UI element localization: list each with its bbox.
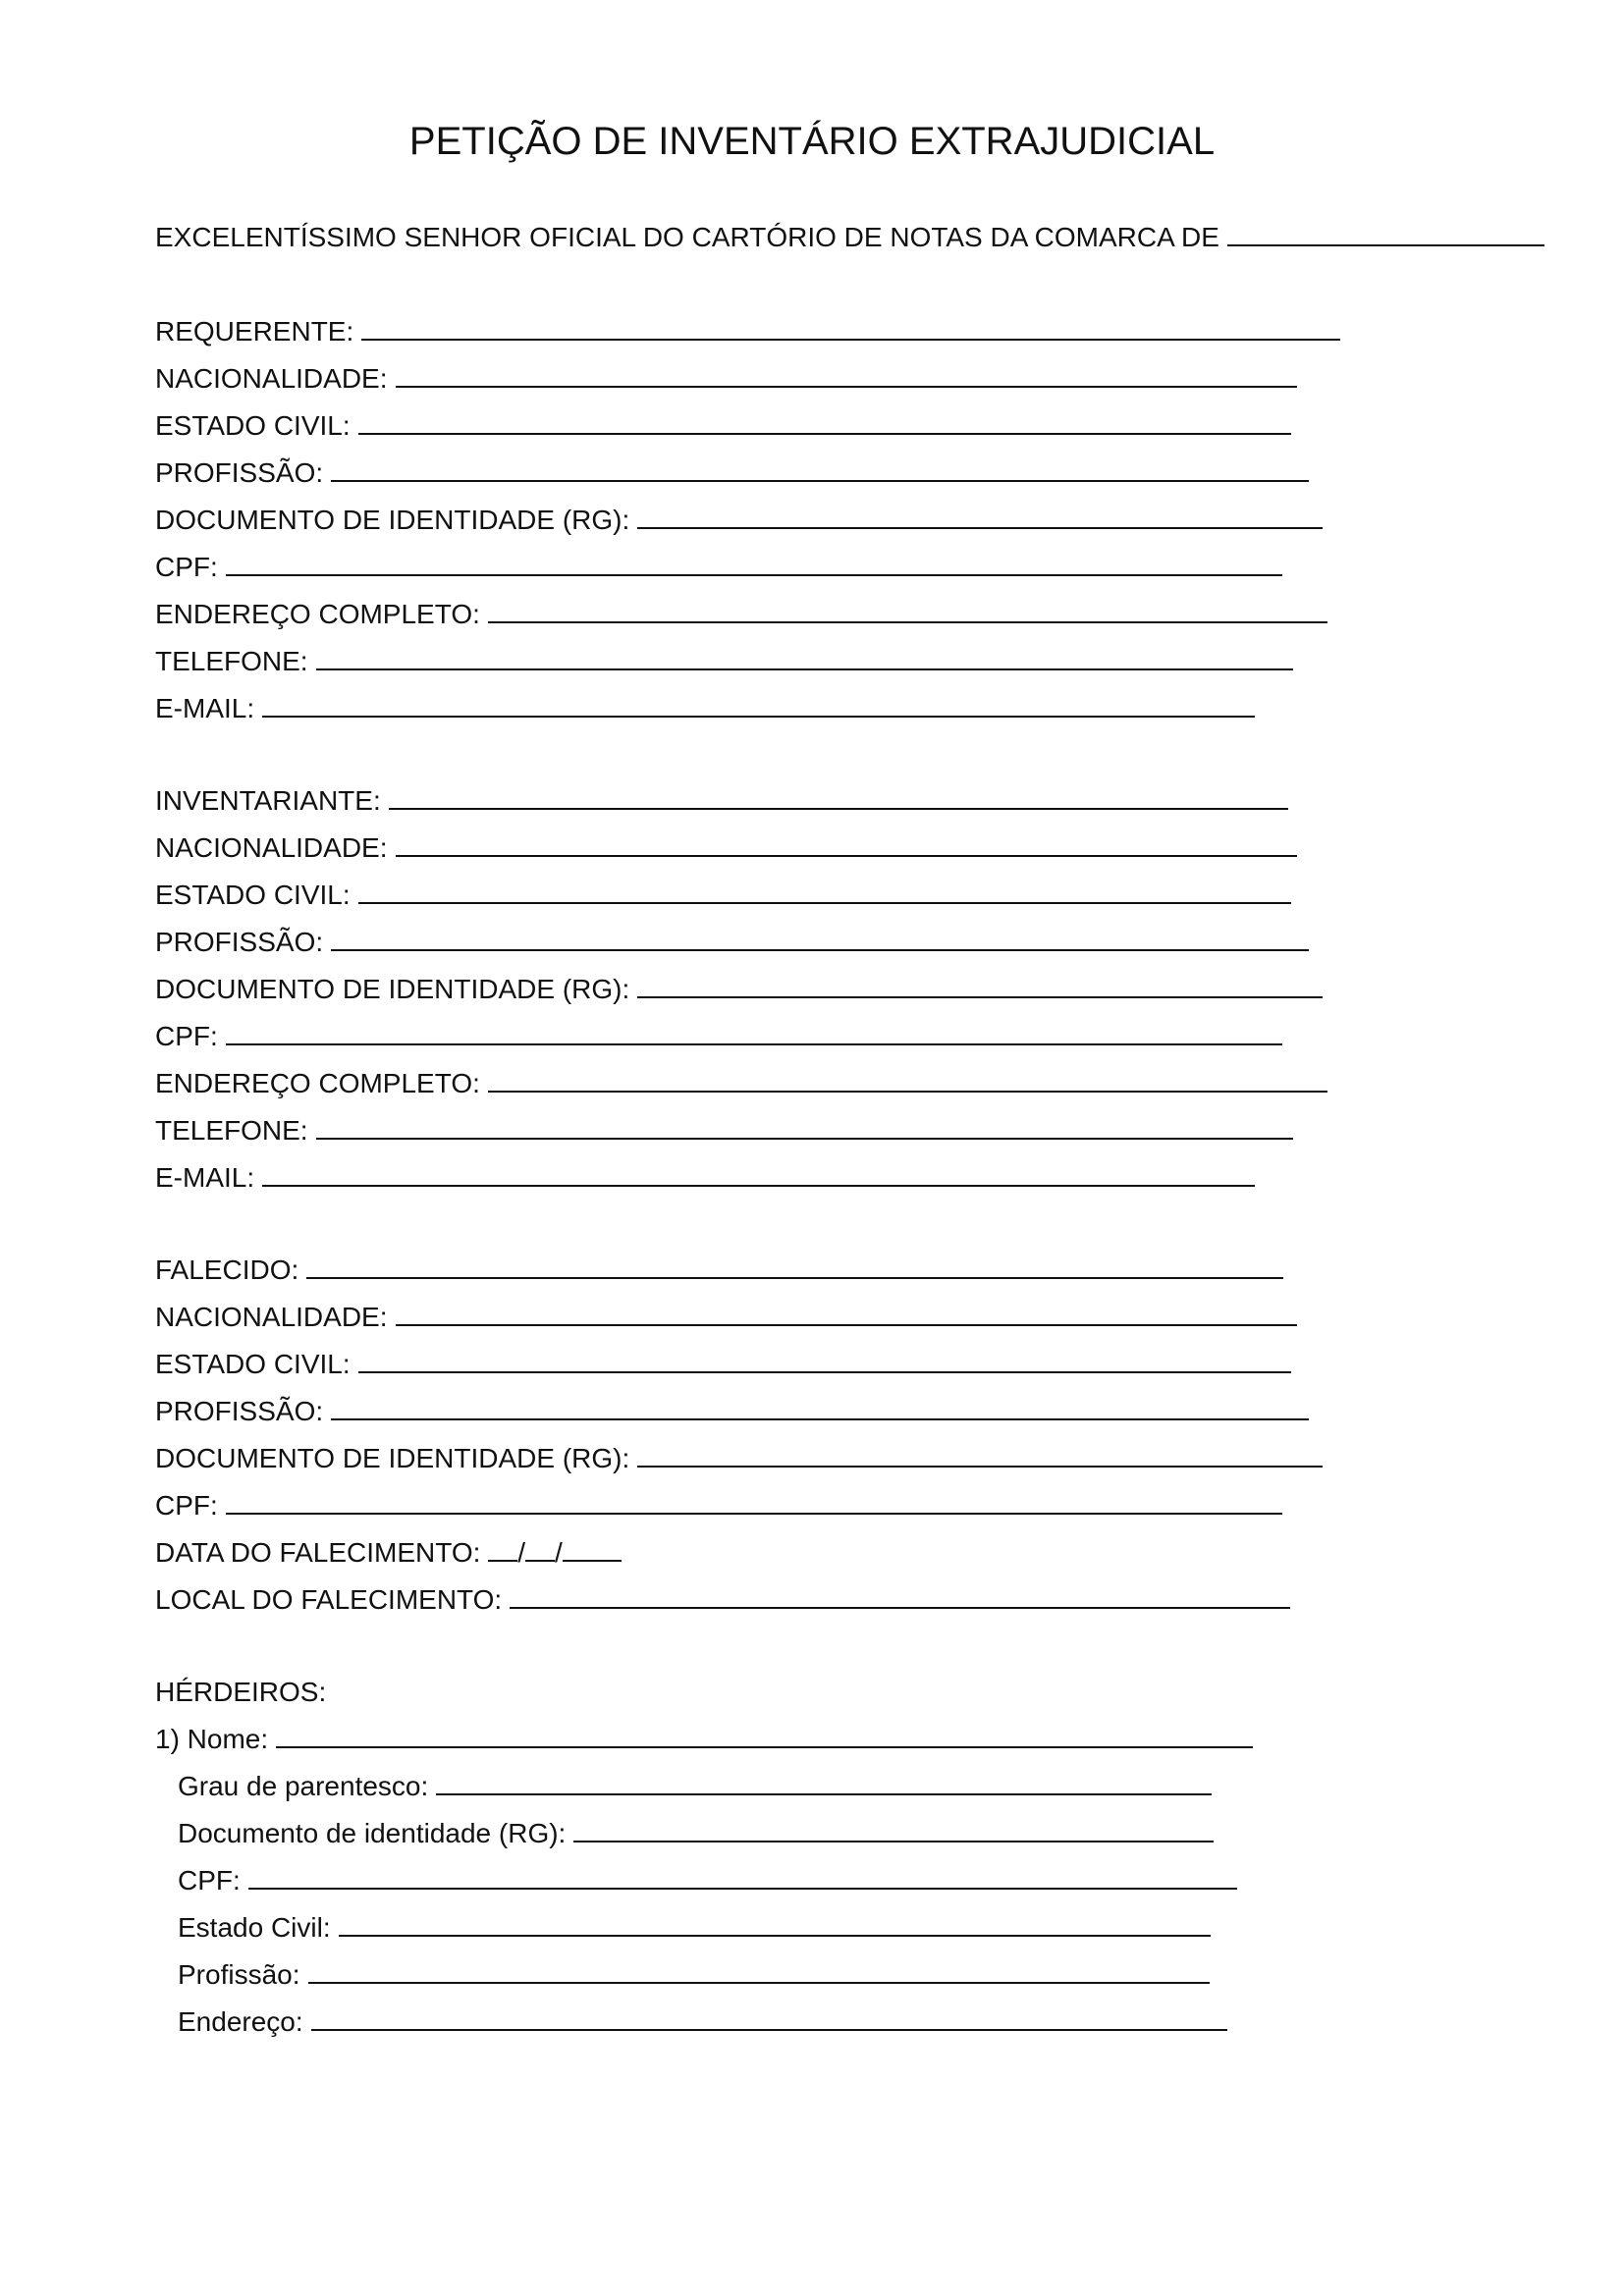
- falecido-estado-civil-field[interactable]: [358, 1346, 1291, 1373]
- falecido-rg-field[interactable]: [637, 1440, 1323, 1468]
- requerente-rg-row: [155, 501, 1323, 540]
- inventariante-estado-civil-field[interactable]: [358, 877, 1291, 904]
- inventariante-telefone-field[interactable]: [316, 1112, 1293, 1140]
- comarca-field[interactable]: [1227, 219, 1544, 246]
- address-label: EXCELENTÍSSIMO SENHOR OFICIAL DO CARTÓRIO DE NOTAS DA COMARCA DE: [155, 222, 1219, 252]
- email-label: E-MAIL:: [155, 1162, 255, 1193]
- falecido-field[interactable]: [306, 1252, 1283, 1279]
- herdeiro-nome-row: [155, 1720, 1253, 1759]
- local-falecimento-label: LOCAL DO FALECIMENTO:: [155, 1584, 503, 1615]
- requerente-nacionalidade-field[interactable]: [396, 360, 1297, 388]
- requerente-row: [155, 312, 1340, 351]
- falecido-row: [155, 1251, 1283, 1290]
- endereco-label: ENDEREÇO COMPLETO:: [155, 1068, 480, 1098]
- falecido-profissao-field[interactable]: [331, 1393, 1309, 1420]
- year-field[interactable]: [563, 1534, 622, 1562]
- falecido-cpf-row: [155, 1486, 1282, 1525]
- herdeiro-estado-civil-row: [178, 1908, 1211, 1948]
- inventariante-nacionalidade-field[interactable]: [396, 829, 1297, 857]
- estado-civil-label: ESTADO CIVIL:: [155, 880, 351, 910]
- local-falecimento-field[interactable]: [510, 1581, 1290, 1609]
- falecido-local-row: [155, 1580, 1290, 1620]
- requerente-endereco-row: [155, 595, 1327, 634]
- herdeiro-rg-label: Documento de identidade (RG):: [178, 1818, 567, 1848]
- herdeiro-profissao-label: Profissão:: [178, 1959, 300, 1990]
- nacionalidade-label: NACIONALIDADE:: [155, 1302, 388, 1332]
- inventariante-field[interactable]: [389, 782, 1288, 810]
- document-title: PETIÇÃO DE INVENTÁRIO EXTRAJUDICIAL: [408, 120, 1216, 163]
- inventariante-rg-field[interactable]: [637, 971, 1323, 998]
- requerente-rg-field[interactable]: [637, 502, 1323, 529]
- inventariante-cpf-row: [155, 1017, 1282, 1056]
- herdeiro-cpf-row: [178, 1861, 1237, 1900]
- cpf-label: CPF:: [155, 1490, 218, 1521]
- herdeiro-profissao-field[interactable]: [308, 1956, 1210, 1984]
- herdeiro-cpf-field[interactable]: [248, 1862, 1237, 1890]
- date-separator: /: [554, 1537, 563, 1568]
- falecido-nacionalidade-row: [155, 1298, 1297, 1337]
- herdeiro-rg-field[interactable]: [573, 1815, 1214, 1842]
- requerente-estado-civil-row: [155, 406, 1291, 446]
- falecido-label: FALECIDO:: [155, 1255, 299, 1285]
- inventariante-profissao-field[interactable]: [331, 924, 1309, 951]
- falecido-nacionalidade-field[interactable]: [396, 1299, 1297, 1326]
- herdeiros-heading: HÉRDEIROS:: [155, 1677, 327, 1707]
- herdeiro-rg-row: [178, 1814, 1214, 1853]
- requerente-estado-civil-field[interactable]: [358, 407, 1291, 435]
- data-falecimento-label: DATA DO FALECIMENTO:: [155, 1537, 481, 1568]
- rg-label: DOCUMENTO DE IDENTIDADE (RG):: [155, 974, 630, 1004]
- grau-parentesco-field[interactable]: [436, 1768, 1212, 1795]
- requerente-profissao-row: [155, 454, 1309, 493]
- herdeiro-estado-civil-field[interactable]: [339, 1909, 1211, 1937]
- herdeiro-profissao-row: [178, 1955, 1210, 1995]
- falecido-estado-civil-row: [155, 1345, 1291, 1384]
- inventariante-row: [155, 781, 1288, 821]
- profissao-label: PROFISSÃO:: [155, 927, 324, 957]
- rg-label: DOCUMENTO DE IDENTIDADE (RG):: [155, 505, 630, 535]
- month-field[interactable]: [525, 1534, 555, 1562]
- profissao-label: PROFISSÃO:: [155, 1396, 324, 1426]
- requerente-endereco-field[interactable]: [488, 596, 1327, 623]
- inventariante-nacionalidade-row: [155, 828, 1297, 868]
- rg-label: DOCUMENTO DE IDENTIDADE (RG):: [155, 1443, 630, 1473]
- day-field[interactable]: [488, 1534, 517, 1562]
- herdeiro-endereco-field[interactable]: [311, 2003, 1227, 2031]
- inventariante-endereco-field[interactable]: [488, 1065, 1327, 1093]
- email-label: E-MAIL:: [155, 693, 255, 723]
- requerente-cpf-row: [155, 548, 1282, 587]
- herdeiro-cpf-label: CPF:: [178, 1865, 241, 1896]
- requerente-label: REQUERENTE:: [155, 316, 354, 347]
- inventariante-telefone-row: [155, 1111, 1293, 1150]
- herdeiro-grau-row: [178, 1767, 1212, 1806]
- estado-civil-label: ESTADO CIVIL:: [155, 1349, 351, 1379]
- telefone-label: TELEFONE:: [155, 1115, 308, 1146]
- inventariante-label: INVENTARIANTE:: [155, 785, 381, 816]
- inventariante-estado-civil-row: [155, 876, 1291, 915]
- nacionalidade-label: NACIONALIDADE:: [155, 832, 388, 863]
- grau-parentesco-label: Grau de parentesco:: [178, 1771, 429, 1801]
- inventariante-cpf-field[interactable]: [226, 1018, 1282, 1045]
- requerente-nacionalidade-row: [155, 359, 1297, 399]
- requerente-cpf-field[interactable]: [226, 549, 1282, 576]
- telefone-label: TELEFONE:: [155, 646, 308, 676]
- requerente-telefone-row: [155, 642, 1293, 681]
- requerente-email-row: [155, 689, 1255, 728]
- requerente-profissao-field[interactable]: [331, 454, 1309, 482]
- endereco-label: ENDEREÇO COMPLETO:: [155, 599, 480, 629]
- requerente-telefone-field[interactable]: [316, 643, 1293, 670]
- falecido-cpf-field[interactable]: [226, 1487, 1282, 1515]
- herdeiro-endereco-label: Endereço:: [178, 2006, 303, 2037]
- nacionalidade-label: NACIONALIDADE:: [155, 363, 388, 394]
- inventariante-rg-row: [155, 970, 1323, 1009]
- inventariante-endereco-row: [155, 1064, 1327, 1103]
- falecido-profissao-row: [155, 1392, 1309, 1431]
- requerente-field[interactable]: [361, 313, 1340, 341]
- herdeiro-nome-label: 1) Nome:: [155, 1724, 269, 1754]
- cpf-label: CPF:: [155, 1021, 218, 1051]
- herdeiro-estado-civil-label: Estado Civil:: [178, 1912, 331, 1943]
- requerente-email-field[interactable]: [262, 690, 1255, 718]
- address-line: [155, 218, 1544, 257]
- falecido-rg-row: [155, 1439, 1323, 1478]
- inventariante-email-row: [155, 1158, 1255, 1198]
- falecido-data-row: [155, 1533, 622, 1573]
- herdeiro-nome-field[interactable]: [276, 1721, 1253, 1748]
- profissao-label: PROFISSÃO:: [155, 457, 324, 488]
- herdeiro-endereco-row: [178, 2002, 1227, 2042]
- date-separator: /: [517, 1537, 525, 1568]
- cpf-label: CPF:: [155, 552, 218, 582]
- inventariante-profissao-row: [155, 923, 1309, 962]
- inventariante-email-field[interactable]: [262, 1159, 1255, 1187]
- estado-civil-label: ESTADO CIVIL:: [155, 410, 351, 441]
